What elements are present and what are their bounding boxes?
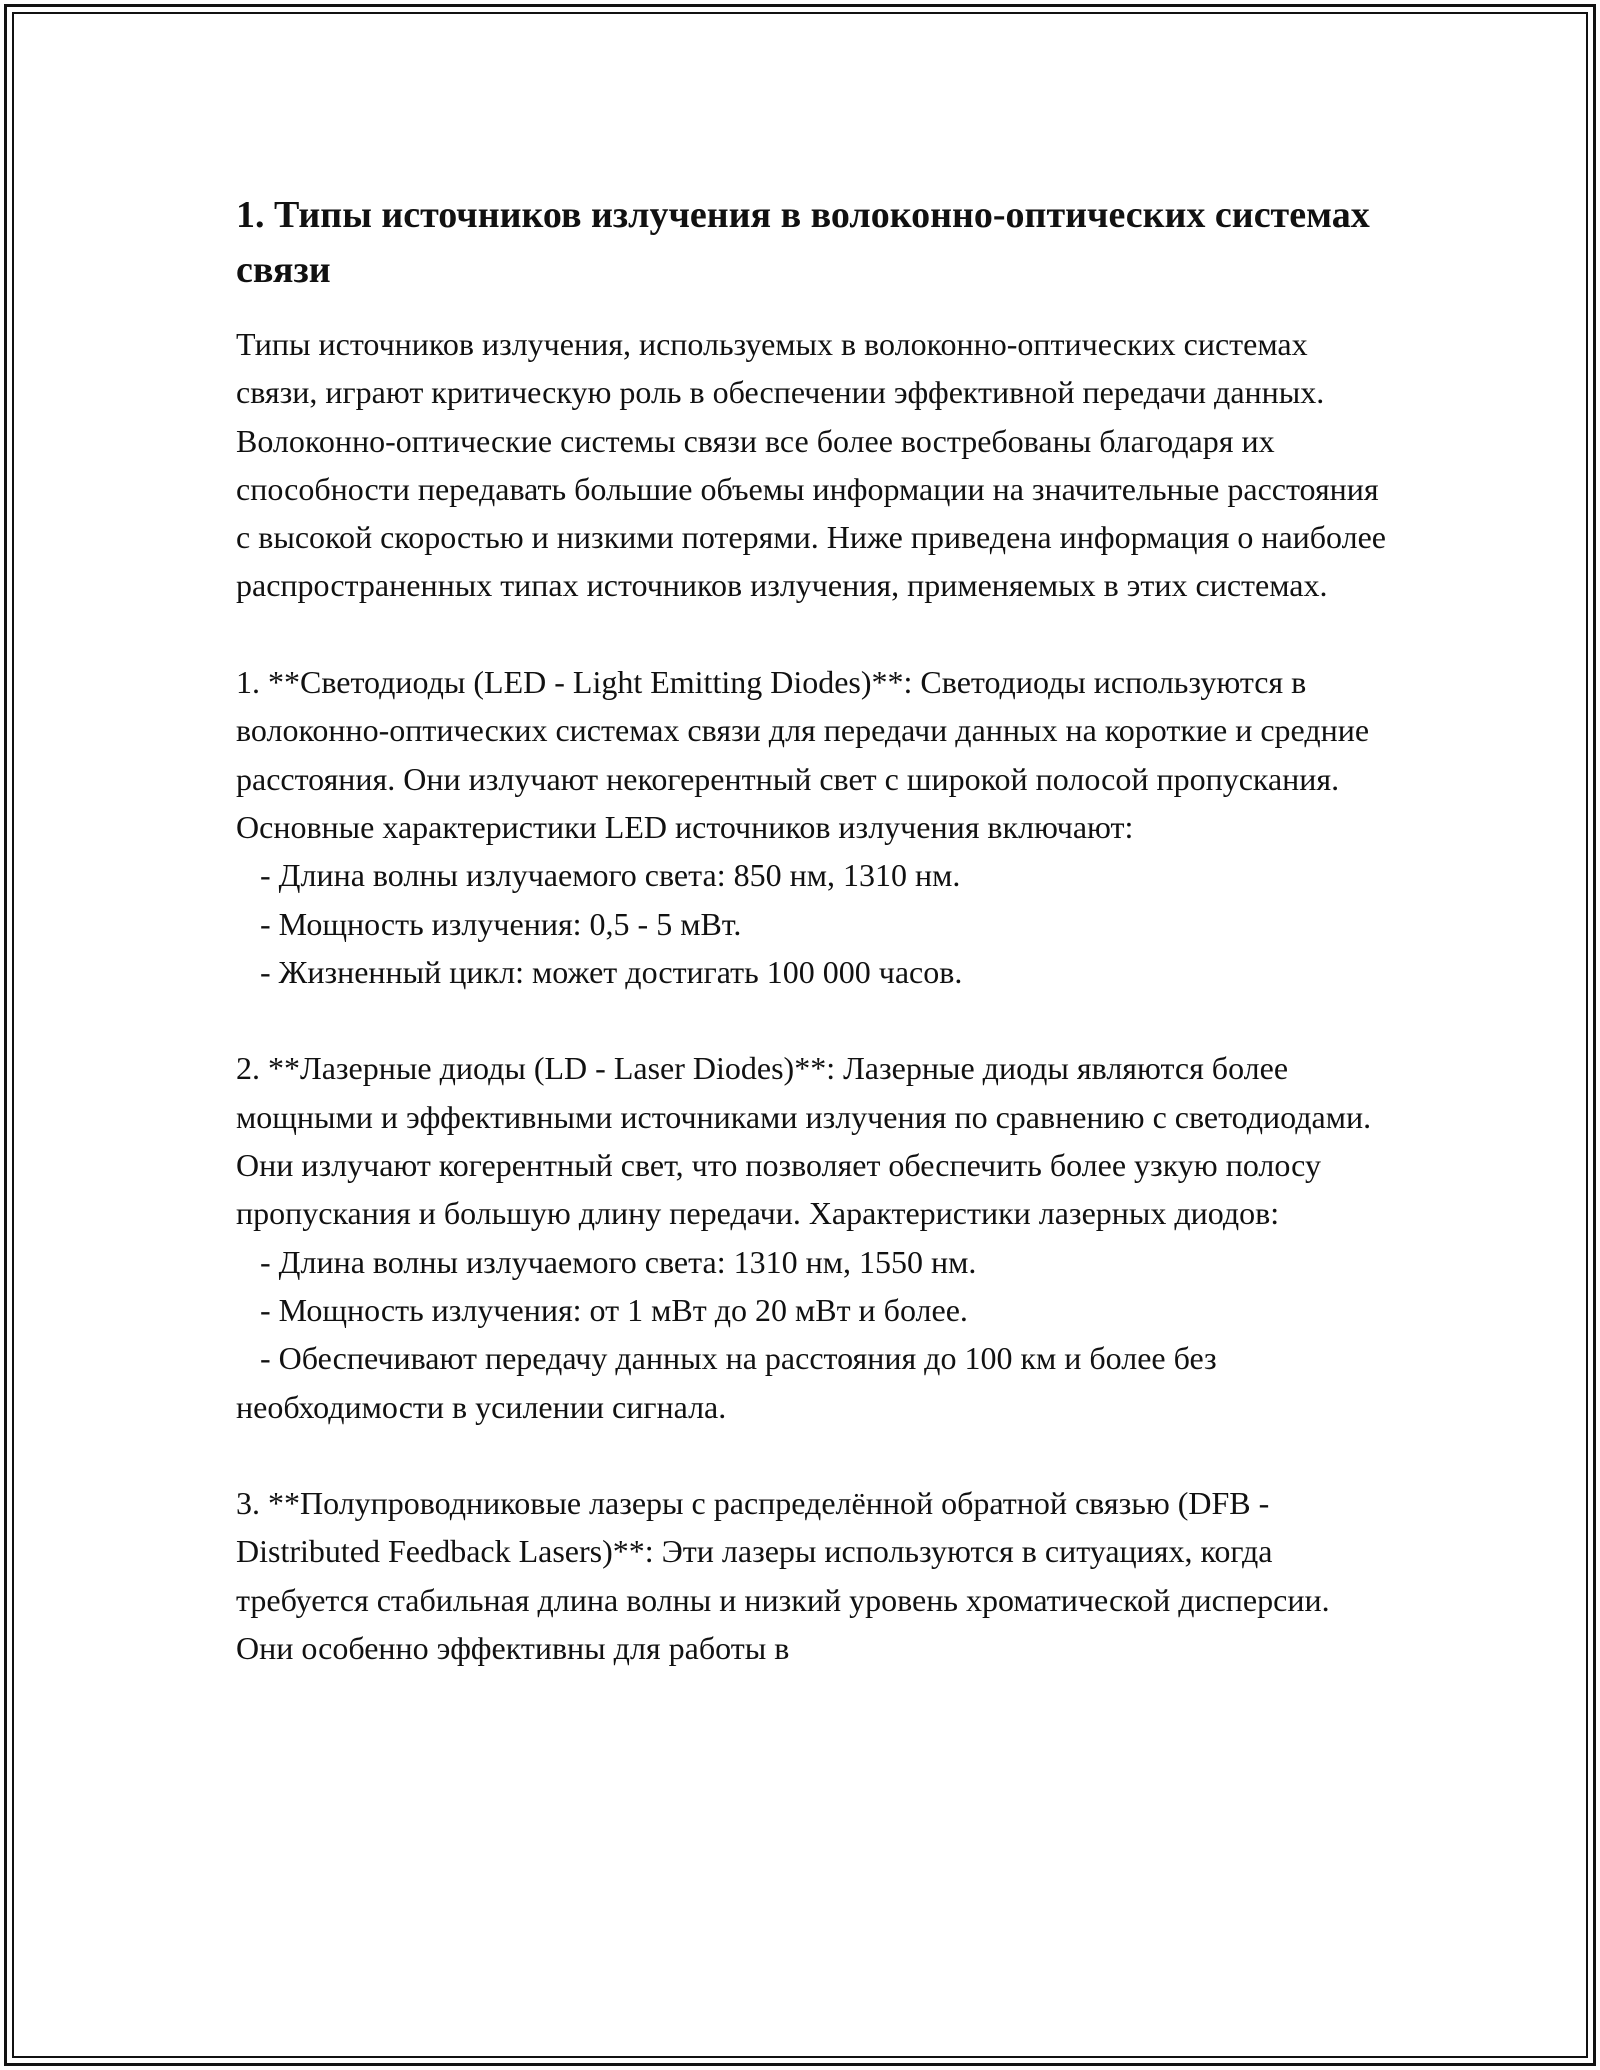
ld-paragraph: 2. **Лазерные диоды (LD - Laser Diodes)**: Лазерные диоды являются более мощными и эффективными источниками излучения по сравнению с светодиодами. Они излучают когерентный свет, что позволяет обеспечить более узкую полосу пропускания и большую длину передачи. Характеристики лазерных диодов:	[236, 1050, 1372, 1232]
ld-bullet-distance: - Обеспечивают передачу данных на расстояния до 100 км и более без необходимости в усилении сигнала.	[236, 1340, 1225, 1425]
ld-bullet-power: - Мощность излучения: от 1 мВт до 20 мВт и более.	[236, 1291, 968, 1328]
section-laser-diodes	[236, 1044, 1386, 1430]
led-bullet-wavelength: - Длина волны излучаемого света: 850 нм, 1310 нм.	[236, 857, 961, 894]
ld-bullet-wavelength: - Длина волны излучаемого света: 1310 нм, 1550 нм.	[236, 1243, 977, 1280]
intro-paragraph: Типы источников излучения, используемых в волоконно-оптических системах связи, играют критическую роль в обеспечении эффективной передачи данных. Волоконно-оптические системы связи все более востребованы благодаря их способности передавать большие объемы информации на значительные расстояния с высокой скоростью и низкими потерями. Ниже приведена информация о наиболее распространенных типах источников излучения, применяемых в этих системах.	[236, 326, 1386, 604]
section-dfb-lasers	[236, 1479, 1386, 1672]
section-led	[236, 658, 1386, 996]
led-bullet-lifetime: - Жизненный цикл: может достигать 100 000 часов.	[236, 953, 963, 990]
dfb-paragraph: 3. **Полупроводниковые лазеры с распределённой обратной связью (DFB - Distributed Feedback Lasers)**: Эти лазеры используются в ситуациях, когда требуется стабильная длина волны и низкий уровень хроматической дисперсии. Они особенно эффективны для работы в	[236, 1485, 1330, 1667]
led-bullet-power: - Мощность излучения: 0,5 - 5 мВт.	[236, 905, 742, 942]
document-body	[236, 188, 1386, 1672]
led-paragraph: 1. **Светодиоды (LED - Light Emitting Diodes)**: Светодиоды используются в волоконно-оптических системах связи для передачи данных на короткие и средние расстояния. Они излучают некогерентный свет с широкой полосой пропускания. Основные характеристики LED источников излучения включают:	[236, 664, 1370, 845]
section-heading: 1. Типы источников излучения в волоконно-оптических системах связи	[236, 194, 1370, 291]
